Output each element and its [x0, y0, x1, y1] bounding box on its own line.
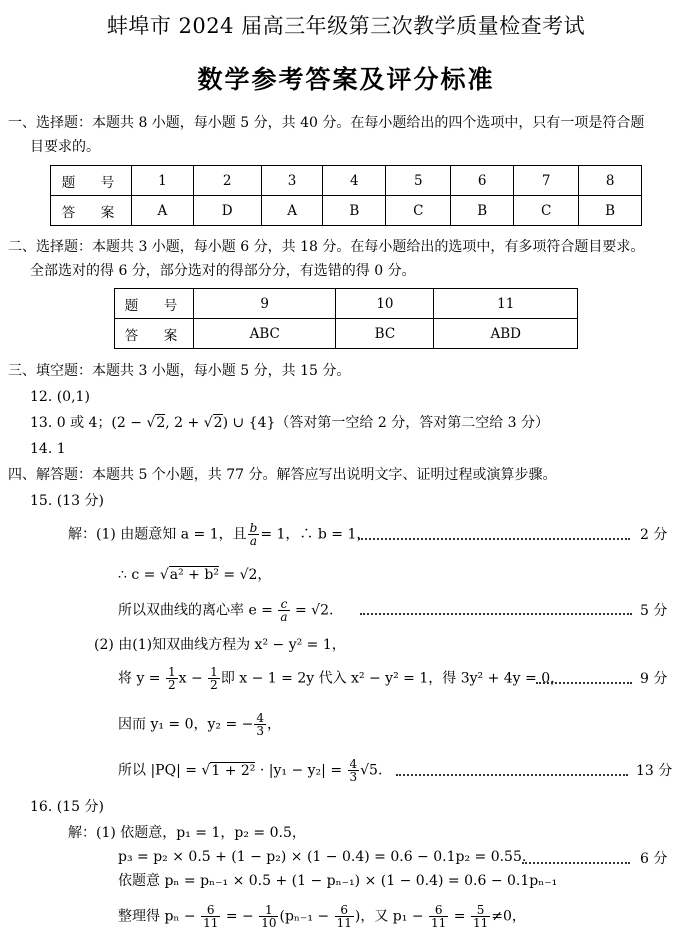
answer-cell: C: [514, 196, 579, 226]
fraction-one-half: $\frac{1}{2}$: [210, 665, 218, 692]
fraction-one-tenth: $\frac{1}{10}$: [261, 903, 277, 930]
answer-cell: B: [451, 196, 514, 226]
answer-q12: 12. (0,1): [30, 389, 90, 405]
table-row-answers: [51, 196, 642, 226]
score-mark: 6 分: [640, 851, 668, 867]
fraction-six-elevenths: $\frac{6}{11}$: [431, 903, 447, 930]
answer-cell: BC: [336, 319, 434, 349]
q15-c-value: ∴ c = √a² + b² = √2，: [118, 567, 272, 583]
section2-intro-line2: 全部选对的得 6 分，部分选对的得部分分，有选错的得 0 分。: [30, 263, 416, 279]
q15-part2-line: (2) 由(1)知双曲线方程为 x² − y² = 1，: [94, 637, 346, 653]
answer-q14: 14. 1: [30, 441, 66, 457]
fraction-one-half: $\frac{1}{2}$: [168, 665, 176, 692]
question-number: 6: [451, 166, 514, 196]
q16-heading: 16. (15 分): [30, 799, 104, 815]
question-number: 5: [386, 166, 451, 196]
question-number: 3: [261, 166, 323, 196]
leader-dots: [522, 862, 630, 864]
fraction-six-elevenths: $\frac{6}{11}$: [336, 903, 352, 930]
row-label-answer: 答 案: [51, 196, 132, 226]
q15-roots: 因而 y₁ = 0，y₂ = − $\frac{4}{3}$ ，: [118, 711, 282, 738]
q16-recurrence: 依题意 pₙ = pₙ₋₁ × 0.5 + (1 − pₙ₋₁) × (1 − 0.4) = 0.6 − 0.1pₙ₋₁: [118, 873, 558, 889]
answer-cell: B: [323, 196, 386, 226]
row-label-question: 题 号: [115, 289, 194, 319]
leader-dots: [360, 613, 632, 615]
question-number: 9: [194, 289, 336, 319]
answer-cell: D: [193, 196, 261, 226]
document-title: 数学参考答案及评分标准: [197, 65, 495, 94]
section3-intro: 三、填空题：本题共 3 小题，每小题 5 分，共 15 分。: [8, 363, 351, 379]
question-number: 8: [579, 166, 642, 196]
fraction-b-over-a: $\frac{b}{a}$: [249, 521, 258, 548]
question-number: 7: [514, 166, 579, 196]
q15-substitution: 将 y = $\frac{1}{2}$ x − $\frac{1}{2}$ 即 x − 1 = 2y 代入 x² − y² = 1，得 3y² + 4y = 0，: [118, 665, 565, 692]
question-number: 4: [323, 166, 386, 196]
q15-eccentricity: 所以双曲线的离心率 e = $\frac{c}{a}$ = √2.: [118, 597, 334, 624]
leader-dots: [358, 538, 630, 540]
fraction-c-over-a: $\frac{c}{a}$: [280, 597, 288, 624]
question-number: 2: [193, 166, 261, 196]
answer-cell: C: [386, 196, 451, 226]
score-mark: 2 分: [640, 527, 668, 543]
question-number: 11: [434, 289, 578, 319]
q15-chord-length: 所以 |PQ| = √1 + 2² · |y₁ − y₂| = $\frac{4}{3}$ √5.: [118, 757, 383, 784]
q16-rearranged: 整理得 pₙ − $\frac{6}{11}$ = − $\frac{1}{10}$ (pₙ₋₁ − $\frac{6}{11}$ )，又 p₁ − $\frac{6}{11}$ = $\frac{5}{11}$ ≠0，: [118, 903, 526, 930]
fraction-five-elevenths: $\frac{5}{11}$: [472, 903, 489, 930]
section2-intro-line1: 二、选择题：本题共 3 小题，每小题 6 分，共 18 分。在每小题给出的选项中，有多项符合题目要求。: [8, 239, 645, 255]
fraction-six-elevenths: $\frac{6}{11}$: [203, 903, 219, 930]
row-label-answer: 答 案: [115, 319, 194, 349]
score-mark: 9 分: [640, 671, 668, 687]
answer-q13: 13. 0 或 4；(2 − √2, 2 + √2) ∪ {4}（答对第一空给 2 分，答对第二空给 3 分）: [30, 415, 550, 431]
fraction-four-thirds: $\frac{4}{3}$: [349, 757, 358, 784]
question-number: 1: [132, 166, 194, 196]
answer-cell: B: [579, 196, 642, 226]
q16-p3-line: p₃ = p₂ × 0.5 + (1 − p₂) × (1 − 0.4) = 0.6 − 0.1p₂ = 0.55.: [118, 849, 527, 865]
answer-cell: A: [132, 196, 194, 226]
section4-intro: 四、解答题：本题共 5 个小题，共 77 分。解答应写出说明文字、证明过程或演算步骤。: [8, 467, 557, 483]
q15-heading: 15. (13 分): [30, 493, 104, 509]
section1-intro-line1: 一、选择题：本题共 8 小题，每小题 5 分，共 40 分。在每小题给出的四个选项中，只有一项是符合题: [8, 115, 645, 131]
leader-dots: [536, 682, 632, 684]
question-number: 10: [336, 289, 434, 319]
answer-cell: A: [261, 196, 323, 226]
table-row-answers: [115, 319, 578, 349]
exam-title: 蚌埠市 2024 届高三年级第三次教学质量检查考试: [106, 14, 586, 38]
section1-answer-table: [50, 165, 642, 226]
answer-cell: ABC: [194, 319, 336, 349]
score-mark: 13 分: [636, 763, 673, 779]
section1-intro-line2: 目要求的。: [30, 139, 100, 155]
table-row-questions: [115, 289, 578, 319]
fraction-four-thirds: $\frac{4}{3}$: [256, 711, 265, 738]
row-label-question: 题 号: [51, 166, 132, 196]
q16-step1-line: 解：(1) 依题意，p₁ = 1，p₂ = 0.5，: [68, 825, 306, 841]
q15-step1-line: 解：(1) 由题意知 a = 1，且 $\frac{b}{a}$ = 1，∴ b = 1，: [68, 521, 371, 548]
leader-dots: [396, 774, 628, 776]
section2-answer-table: [114, 288, 578, 349]
score-mark: 5 分: [640, 603, 668, 619]
answer-cell: ABD: [434, 319, 578, 349]
table-row-questions: [51, 166, 642, 196]
